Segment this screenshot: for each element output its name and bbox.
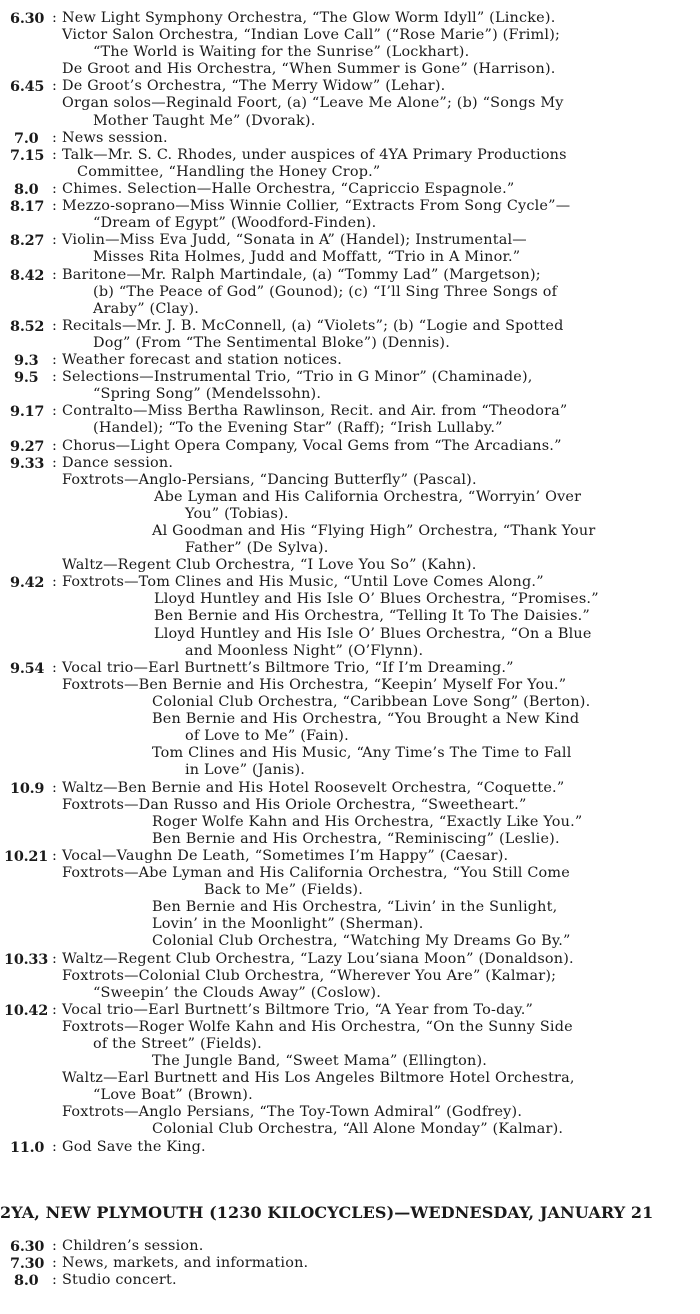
time-separator: : xyxy=(52,181,57,197)
time-separator: : xyxy=(52,1272,57,1288)
programme-line: Foxtrots—Anglo Persians, “The Toy-Town Admiral” (Godfrey). xyxy=(62,1104,523,1121)
programme-line: Waltz—Ben Bernie and His Hotel Roosevelt Orchestra, “Coquette.” xyxy=(62,779,565,796)
time-separator: : xyxy=(52,232,57,249)
programme-time: 8.52 xyxy=(10,317,45,335)
programme-line: Foxtrots—Dan Russo and His Oriole Orchestra, “Sweetheart.” xyxy=(62,796,527,813)
station-heading: 2YA, NEW PLYMOUTH (1230 KILOCYCLES)—WEDNESDAY, JANUARY 21 xyxy=(0,1203,654,1222)
time-separator: : xyxy=(52,847,57,864)
programme-time: 7.0 xyxy=(14,129,39,147)
programme-line: Dance session. xyxy=(62,454,174,471)
programme-line: Vocal trio—Earl Burtnett’s Biltmore Trio, “If I’m Dreaming.” xyxy=(62,659,514,676)
programme-line: Lovin’ in the Moonlight” (Sherman). xyxy=(152,916,424,933)
programme-line: Father” (De Sylva). xyxy=(185,540,329,557)
programme-line: De Groot’s Orchestra, “The Merry Widow” (Lehar). xyxy=(62,78,446,95)
programme-line: Foxtrots—Abe Lyman and His California Orchestra, “You Still Come xyxy=(62,864,570,881)
programme-time: 10.42 xyxy=(4,1001,49,1019)
time-separator: : xyxy=(52,129,57,146)
programme-line: News session. xyxy=(62,129,168,146)
time-separator: : xyxy=(52,454,57,471)
programme-line: Misses Rita Holmes, Judd and Moffatt, “Trio in A Minor.” xyxy=(93,249,521,266)
programme-time: 10.33 xyxy=(4,950,49,968)
time-separator: : xyxy=(52,369,57,386)
programme-line: Foxtrots—Colonial Club Orchestra, “Wherever You Are” (Kalmar); xyxy=(62,967,557,984)
programme-line: Weather forecast and station notices. xyxy=(62,352,343,368)
programme-line: (Handel); “To the Evening Star” (Raff); “Irish Lullaby.” xyxy=(93,420,503,437)
programme-line: Foxtrots—Tom Clines and His Music, “Until Love Comes Along.” xyxy=(62,574,544,591)
programme-line: Talk—Mr. S. C. Rhodes, under auspices of 4YA Primary Productions xyxy=(62,146,567,163)
programme-line: Vocal trio—Earl Burtnett’s Biltmore Trio, “A Year from To-day.” xyxy=(62,1001,534,1018)
programme-time: 9.17 xyxy=(10,403,45,421)
programme-line: Dog” (From “The Sentimental Bloke”) (Dennis). xyxy=(93,334,451,351)
time-separator: : xyxy=(52,437,57,454)
programme-line: in Love” (Janis). xyxy=(185,762,306,779)
time-separator: : xyxy=(52,352,57,368)
station-programme-line: News, markets, and information. xyxy=(62,1255,309,1271)
programme-time: 8.42 xyxy=(10,266,45,284)
programme-line: The Jungle Band, “Sweet Mama” (Ellington). xyxy=(152,1053,488,1070)
programme-line: Foxtrots—Anglo-Persians, “Dancing Butterfly” (Pascal). xyxy=(62,471,477,488)
programme-time: 7.15 xyxy=(10,146,45,164)
programme-line: Waltz—Earl Burtnett and His Los Angeles Biltmore Hotel Orchestra, xyxy=(62,1070,575,1087)
programme-line: Mezzo-soprano—Miss Winnie Collier, “Extracts From Song Cycle”— xyxy=(62,198,571,215)
programme-time: 10.9 xyxy=(10,779,45,797)
programme-line: Roger Wolfe Kahn and His Orchestra, “Exactly Like You.” xyxy=(152,813,583,830)
programme-line: Colonial Club Orchestra, “Caribbean Love Song” (Berton). xyxy=(152,693,591,710)
programme-line: Waltz—Regent Club Orchestra, “I Love You So” (Kahn). xyxy=(62,557,477,574)
time-separator: : xyxy=(52,1001,57,1018)
time-separator: : xyxy=(52,950,57,967)
programme-line: Committee, “Handling the Honey Crop.” xyxy=(77,163,381,180)
programme-line: Recitals—Mr. J. B. McConnell, (a) “Violets”; (b) “Logie and Spotted xyxy=(62,317,564,334)
programme-line: Chimes. Selection—Halle Orchestra, “Capriccio Espagnole.” xyxy=(62,181,515,197)
programme-line: “Spring Song” (Mendelssohn). xyxy=(93,386,322,403)
time-separator: : xyxy=(52,779,57,796)
programme-line: Ben Bernie and His Orchestra, “Telling It To The Daisies.” xyxy=(154,608,590,625)
programme-line: Chorus—Light Opera Company, Vocal Gems from “The Arcadians.” xyxy=(62,437,562,454)
programme-line: of the Street” (Fields). xyxy=(93,1035,262,1052)
time-separator: : xyxy=(52,317,57,334)
programme-time: 9.33 xyxy=(10,454,45,472)
programme-line: Araby” (Clay). xyxy=(93,300,200,317)
programme-time: 9.3 xyxy=(14,352,39,369)
programme-line: Baritone—Mr. Ralph Martindale, (a) “Tommy Lad” (Margetson); xyxy=(62,266,541,283)
programme-line: Victor Salon Orchestra, “Indian Love Call” (“Rose Marie”) (Friml); xyxy=(62,27,561,44)
programme-line: Waltz—Regent Club Orchestra, “Lazy Lou’siana Moon” (Donaldson). xyxy=(62,950,574,967)
programme-line: Foxtrots—Roger Wolfe Kahn and His Orchestra, “On the Sunny Side xyxy=(62,1018,573,1035)
programme-time: 9.42 xyxy=(10,574,45,592)
programme-line: (b) “The Peace of God” (Gounod); (c) “I’ll Sing Three Songs of xyxy=(93,283,558,300)
programme-line: Ben Bernie and His Orchestra, “Livin’ in the Sunlight, xyxy=(152,899,558,916)
time-separator: : xyxy=(52,574,57,591)
time-separator: : xyxy=(52,659,57,676)
programme-line: Lloyd Huntley and His Isle O’ Blues Orchestra, “Promises.” xyxy=(154,591,599,608)
programme-line: of Love to Me” (Fain). xyxy=(185,728,349,745)
programme-line: “Dream of Egypt” (Woodford-Finden). xyxy=(93,215,377,232)
station-programme-time: 7.30 xyxy=(10,1255,45,1272)
programme-line: “Love Boat” (Brown). xyxy=(93,1087,253,1104)
programme-time: 10.21 xyxy=(4,847,49,865)
programme-line: New Light Symphony Orchestra, “The Glow Worm Idyll” (Lincke). xyxy=(62,10,556,26)
programme-time: 8.17 xyxy=(10,198,45,216)
programme-line: Ben Bernie and His Orchestra, “Reminiscing” (Leslie). xyxy=(152,830,560,847)
time-separator: : xyxy=(52,1255,57,1271)
programme-line: Tom Clines and His Music, “Any Time’s The Time to Fall xyxy=(152,745,572,762)
time-separator: : xyxy=(52,403,57,420)
programme-line: and Moonless Night” (O’Flynn). xyxy=(185,642,424,659)
programme-line: Ben Bernie and His Orchestra, “You Brought a New Kind xyxy=(152,711,580,728)
programme-line: Al Goodman and His “Flying High” Orchestra, “Thank Your xyxy=(152,522,596,539)
programme-time: 8.0 xyxy=(14,181,39,198)
station-programme-time: 8.0 xyxy=(14,1272,39,1289)
programme-line: Colonial Club Orchestra, “Watching My Dreams Go By.” xyxy=(152,933,571,950)
programme-line: Lloyd Huntley and His Isle O’ Blues Orchestra, “On a Blue xyxy=(154,625,592,642)
time-separator: : xyxy=(52,78,57,95)
programme-line: Mother Taught Me” (Dvorak). xyxy=(93,112,316,129)
time-separator: : xyxy=(52,1138,57,1155)
station-programme-line: Children’s session. xyxy=(62,1238,204,1254)
programme-line: Foxtrots—Ben Bernie and His Orchestra, “Keepin’ Myself For You.” xyxy=(62,676,567,693)
programme-line: Organ solos—Reginald Foort, (a) “Leave Me Alone”; (b) “Songs My xyxy=(62,95,564,112)
programme-line: You” (Tobias). xyxy=(185,505,289,522)
programme-line: Contralto—Miss Bertha Rawlinson, Recit. and Air. from “Theodora” xyxy=(62,403,568,420)
programme-time: 9.27 xyxy=(10,437,45,455)
programme-line: Selections—Instrumental Trio, “Trio in G Minor” (Chaminade), xyxy=(62,369,533,386)
station-programme-line: Studio concert. xyxy=(62,1272,177,1288)
programme-line: Vocal—Vaughn De Leath, “Sometimes I’m Happy” (Caesar). xyxy=(62,847,509,864)
time-separator: : xyxy=(52,1238,57,1254)
programme-line: Abe Lyman and His California Orchestra, “Worryin’ Over xyxy=(154,488,582,505)
programme-time: 6.30 xyxy=(10,10,45,27)
programme-line: Back to Me” (Fields). xyxy=(204,882,364,899)
time-separator: : xyxy=(52,10,57,26)
programme-time: 8.27 xyxy=(10,232,45,250)
programme-line: Colonial Club Orchestra, “All Alone Monday” (Kalmar). xyxy=(152,1121,564,1138)
programme-time: 9.5 xyxy=(14,369,39,387)
programme-time: 11.0 xyxy=(10,1138,45,1156)
programme-line: Violin—Miss Eva Judd, “Sonata in A” (Handel); Instrumental— xyxy=(62,232,527,249)
programme-line: “The World is Waiting for the Sunrise” (Lockhart). xyxy=(93,44,470,61)
programme-line: “Sweepin’ the Clouds Away” (Coslow). xyxy=(93,984,382,1001)
time-separator: : xyxy=(52,146,57,163)
programme-time: 9.54 xyxy=(10,659,45,677)
programme-time: 6.45 xyxy=(10,78,45,96)
programme-line: De Groot and His Orchestra, “When Summer is Gone” (Harrison). xyxy=(62,61,556,78)
time-separator: : xyxy=(52,198,57,215)
time-separator: : xyxy=(52,266,57,283)
programme-line: God Save the King. xyxy=(62,1138,206,1155)
station-programme-time: 6.30 xyxy=(10,1238,45,1255)
